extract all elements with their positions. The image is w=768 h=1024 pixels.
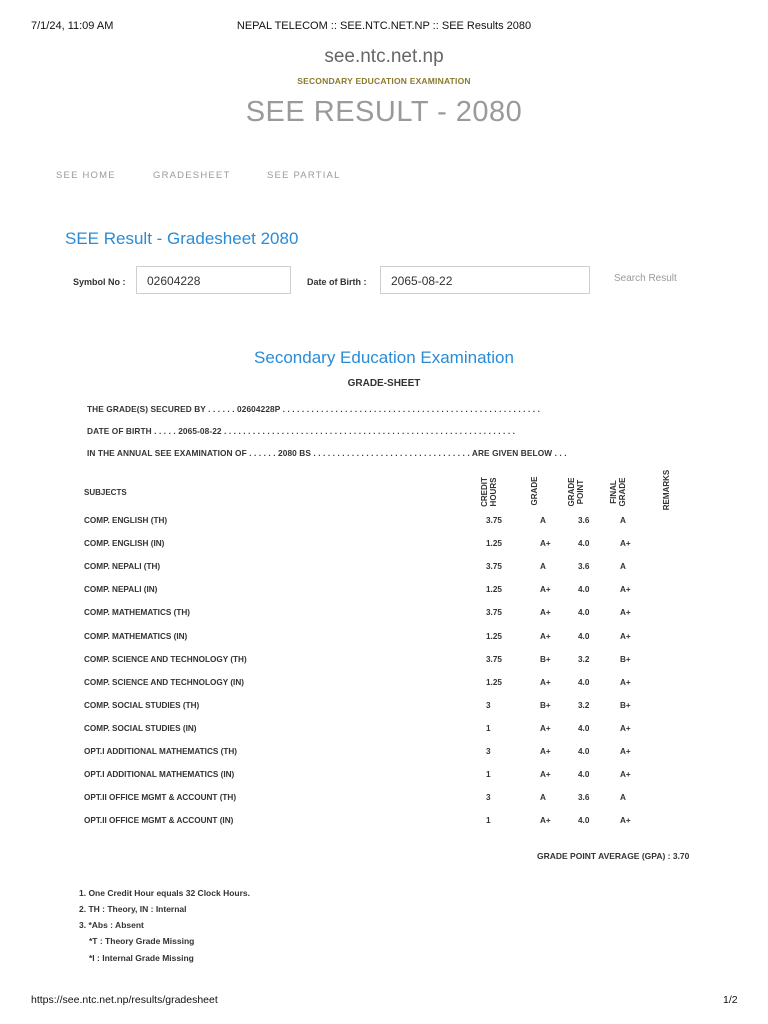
dob-label: Date of Birth : [307, 277, 367, 287]
final-grade-cell: B+ [620, 700, 631, 710]
table-row [0, 562, 768, 582]
final-grade-cell: A+ [620, 608, 631, 618]
grade-point-cell: 4.0 [578, 816, 590, 826]
credit-cell: 1 [486, 770, 491, 780]
nav-see-partial[interactable]: SEE PARTIAL [267, 170, 341, 181]
col-credit-hours: CREDIT HOURS [480, 477, 498, 507]
gpa-line: GRADE POINT AVERAGE (GPA) : 3.70 [537, 851, 690, 861]
note-5: *I : Internal Grade Missing [89, 953, 194, 963]
table-row [0, 793, 768, 813]
final-grade-cell: A+ [620, 677, 631, 687]
print-page-number: 1/2 [723, 994, 738, 1006]
final-grade-cell: A [620, 562, 626, 572]
grade-point-cell: 4.0 [578, 608, 590, 618]
grade-point-cell: 4.0 [578, 723, 590, 733]
grade-point-cell: 3.6 [578, 562, 590, 572]
exam-line: IN THE ANNUAL SEE EXAMINATION OF . . . . . . 2080 BS . . . . . . . . . . . . . . . . . . . . . . . . . . . . . . . . . ARE GIVEN BELOW . . . [87, 448, 567, 458]
exam-title: Secondary Education Examination [254, 348, 514, 367]
col-subjects: SUBJECTS [84, 488, 127, 497]
grade-cell: A [540, 793, 546, 803]
grade-cell: A+ [540, 723, 551, 733]
grade-cell: B+ [540, 654, 551, 664]
table-row [0, 539, 768, 559]
final-grade-cell: A+ [620, 770, 631, 780]
print-page-title: NEPAL TELECOM :: SEE.NTC.NET.NP :: SEE Results 2080 [236, 20, 532, 32]
table-row [0, 816, 768, 836]
grade-cell: A+ [540, 539, 551, 549]
site-subtitle: SECONDARY EDUCATION EXAMINATION [297, 76, 471, 86]
table-row [0, 516, 768, 536]
subject-cell: OPT.I ADDITIONAL MATHEMATICS (TH) [84, 747, 237, 756]
grade-point-cell: 4.0 [578, 585, 590, 595]
subject-cell: COMP. NEPALI (TH) [84, 562, 161, 572]
credit-cell: 3 [486, 793, 491, 803]
nav-gradesheet[interactable]: GRADESHEET [153, 170, 231, 181]
grade-point-cell: 4.0 [578, 631, 590, 641]
grade-point-cell: 3.2 [578, 700, 590, 710]
final-grade-cell: A+ [620, 539, 631, 549]
col-grade-point: GRADE POINT [567, 477, 585, 507]
credit-cell: 1.25 [486, 631, 502, 641]
gradesheet-heading: SEE Result - Gradesheet 2080 [65, 229, 299, 248]
print-url: https://see.ntc.net.np/results/gradesheet [31, 994, 218, 1006]
grade-point-cell: 4.0 [578, 539, 590, 549]
subject-cell: COMP. ENGLISH (TH) [84, 516, 168, 525]
symbol-input[interactable]: 02604228 [136, 266, 291, 294]
final-grade-cell: A+ [620, 816, 631, 826]
table-row [0, 585, 768, 605]
final-grade-cell: A+ [620, 747, 631, 756]
credit-cell: 1.25 [486, 539, 502, 549]
note-3: 3. *Abs : Absent [79, 920, 144, 930]
grade-point-cell: 4.0 [578, 747, 590, 756]
subject-cell: OPT.II OFFICE MGMT & ACCOUNT (TH) [84, 793, 237, 803]
subject-cell: COMP. SOCIAL STUDIES (IN) [84, 723, 197, 733]
secured-by-line: THE GRADE(S) SECURED BY . . . . . . 02604228P . . . . . . . . . . . . . . . . . . . . . . . . . . . . . . . . . . . . . . . . . . . . . . . . . . . . . . [87, 404, 540, 414]
table-row [0, 770, 768, 790]
subject-cell: OPT.II OFFICE MGMT & ACCOUNT (IN) [84, 816, 234, 826]
grade-cell: A+ [540, 747, 551, 756]
grade-cell: A+ [540, 770, 551, 780]
dob-line: DATE OF BIRTH . . . . . 2065-08-22 . . . . . . . . . . . . . . . . . . . . . . . . . . . . . . . . . . . . . . . . . . . . . . . . . . . . . . . . . . . . . [87, 426, 516, 436]
credit-cell: 1 [486, 816, 491, 826]
table-row [0, 701, 768, 721]
credit-cell: 3.75 [486, 608, 502, 618]
credit-cell: 1.25 [486, 585, 502, 595]
grade-cell: A+ [540, 631, 551, 641]
grade-cell: B+ [540, 700, 551, 710]
credit-cell: 3.75 [486, 654, 502, 664]
subject-cell: COMP. MATHEMATICS (TH) [84, 608, 190, 618]
site-domain[interactable]: see.ntc.net.np [324, 46, 444, 67]
credit-cell: 1.25 [486, 677, 502, 687]
credit-cell: 3.75 [486, 516, 502, 525]
note-4: *T : Theory Grade Missing [89, 936, 195, 946]
final-grade-cell: B+ [620, 654, 631, 664]
final-grade-cell: A+ [620, 723, 631, 733]
col-grade: GRADE [530, 476, 539, 506]
grade-point-cell: 4.0 [578, 770, 590, 780]
grade-point-cell: 3.6 [578, 516, 590, 525]
subject-cell: COMP. SCIENCE AND TECHNOLOGY (TH) [84, 654, 247, 664]
table-row [0, 655, 768, 675]
credit-cell: 1 [486, 723, 491, 733]
table-row [0, 632, 768, 652]
subject-cell: COMP. SOCIAL STUDIES (TH) [84, 700, 200, 710]
credit-cell: 3 [486, 700, 491, 710]
page-title: SEE RESULT - 2080 [245, 96, 523, 128]
table-row [0, 747, 768, 767]
note-2: 2. TH : Theory, IN : Internal [79, 904, 187, 914]
subject-cell: COMP. MATHEMATICS (IN) [84, 631, 188, 641]
grade-cell: A+ [540, 816, 551, 826]
dob-input[interactable]: 2065-08-22 [380, 266, 590, 294]
table-row [0, 678, 768, 698]
grade-point-cell: 3.6 [578, 793, 590, 803]
subject-cell: COMP. SCIENCE AND TECHNOLOGY (IN) [84, 677, 244, 687]
symbol-label: Symbol No : [73, 277, 126, 287]
gradesheet-label: GRADE-SHEET [347, 378, 421, 389]
final-grade-cell: A [620, 516, 626, 525]
final-grade-cell: A+ [620, 631, 631, 641]
grade-cell: A+ [540, 608, 551, 618]
grade-cell: A+ [540, 585, 551, 595]
table-row [0, 724, 768, 744]
col-remarks: REMARKS [662, 469, 671, 511]
grade-point-cell: 4.0 [578, 677, 590, 687]
subject-cell: OPT.I ADDITIONAL MATHEMATICS (IN) [84, 770, 235, 780]
nav-see-home[interactable]: SEE HOME [56, 170, 116, 181]
final-grade-cell: A [620, 793, 626, 803]
subject-cell: COMP. ENGLISH (IN) [84, 539, 165, 549]
grade-cell: A+ [540, 677, 551, 687]
credit-cell: 3.75 [486, 562, 502, 572]
grade-cell: A [540, 562, 546, 572]
note-1: 1. One Credit Hour equals 32 Clock Hours. [79, 888, 250, 898]
grade-point-cell: 3.2 [578, 654, 590, 664]
grade-cell: A [540, 516, 546, 525]
print-datetime: 7/1/24, 11:09 AM [31, 20, 114, 32]
subject-cell: COMP. NEPALI (IN) [84, 585, 158, 595]
search-result-button[interactable]: Search Result [614, 273, 677, 284]
table-row [0, 608, 768, 628]
credit-cell: 3 [486, 747, 491, 756]
col-final-grade: FINAL GRADE [609, 477, 627, 507]
final-grade-cell: A+ [620, 585, 631, 595]
